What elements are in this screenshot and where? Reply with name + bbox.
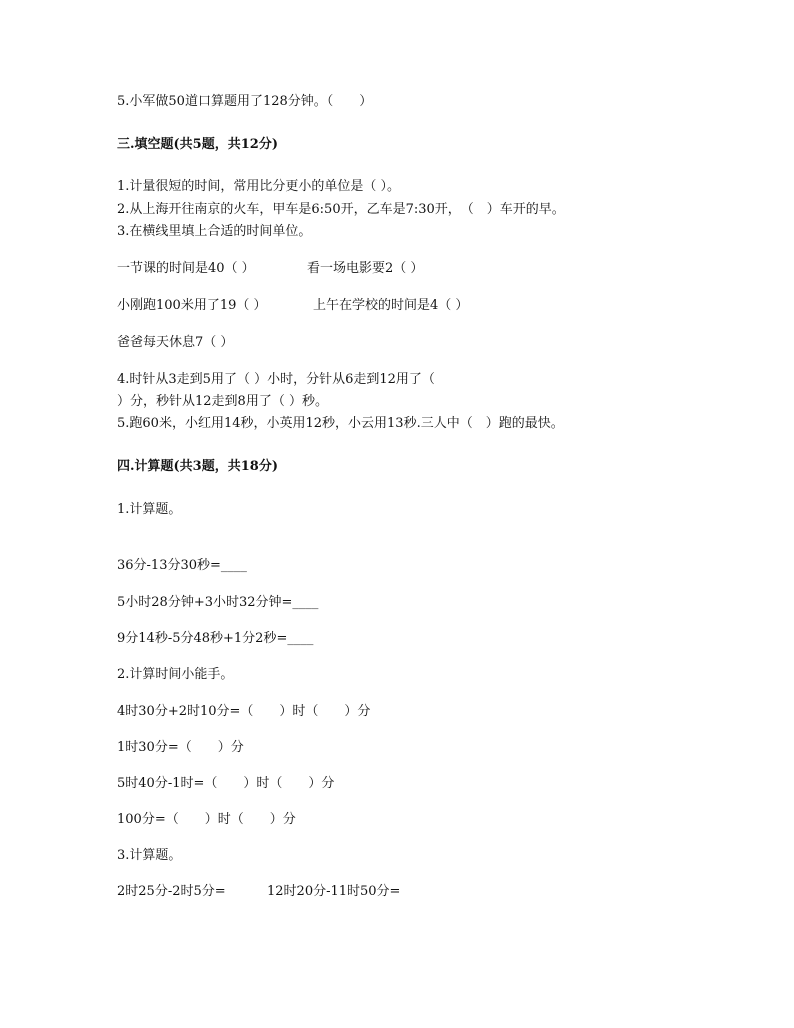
calc-item-3b: 12时20分-11时50分= [267,884,401,899]
calc-item-3a: 2时25分-2时5分= [117,884,226,899]
calc-item-2b: 1时30分=（ ）分 [117,740,244,755]
calc-question-2: 2.计算时间小能手。 [117,667,234,682]
calc-item-2c: 5时40分-1时=（ ）时（ ）分 [117,776,335,791]
fill-item-class-duration: 一节课的时间是40（ ） [117,261,255,276]
fill-question-4-line-1: 4.时针从3走到5用了（ ）小时，分针从6走到12用了（ [117,372,435,387]
prev-question-5: 5.小军做50道口算题用了128分钟。（ ） [117,94,373,109]
fill-item-school-time: 上午在学校的时间是4（ ） [313,298,469,313]
fill-item-father-rest: 爸爸每天休息7（ ） [117,335,234,350]
section-4-heading: 四.计算题(共3题，共18分) [117,459,278,474]
fill-question-2: 2.从上海开往南京的火车，甲车是6:50开，乙车是7:30开， （ ）车开的早。 [117,202,565,217]
fill-question-5: 5.跑60米，小红用14秒，小英用12秒，小云用13秒.三人中（ ）跑的最快。 [117,416,564,431]
fill-question-1: 1.计量很短的时间，常用比分更小的单位是（ ）。 [117,179,401,194]
section-3-heading: 三.填空题(共5题，共12分) [117,137,278,152]
calc-item-1a: 36分-13分30秒=____ [117,558,247,573]
calc-item-1b: 5小时28分钟+3小时32分钟=____ [117,595,319,610]
fill-question-3: 3.在横线里填上合适的时间单位。 [117,224,312,239]
fill-question-4-line-2: ）分，秒针从12走到8用了（ ）秒。 [117,394,328,409]
fill-item-movie-duration: 看一场电影要2（ ） [307,261,424,276]
fill-question-3-row-2 [117,298,469,314]
calc-question-3-row [117,884,401,900]
calc-item-1c: 9分14秒-5分48秒+1分2秒=____ [117,631,314,646]
fill-item-run-100m: 小刚跑100米用了19（ ） [117,298,267,313]
calc-question-3: 3.计算题。 [117,848,182,863]
calc-item-2a: 4时30分+2时10分=（ ）时（ ）分 [117,704,371,719]
calc-question-1: 1.计算题。 [117,502,182,517]
fill-question-3-row-1 [117,261,424,277]
calc-item-2d: 100分=（ ）时（ ）分 [117,812,296,827]
